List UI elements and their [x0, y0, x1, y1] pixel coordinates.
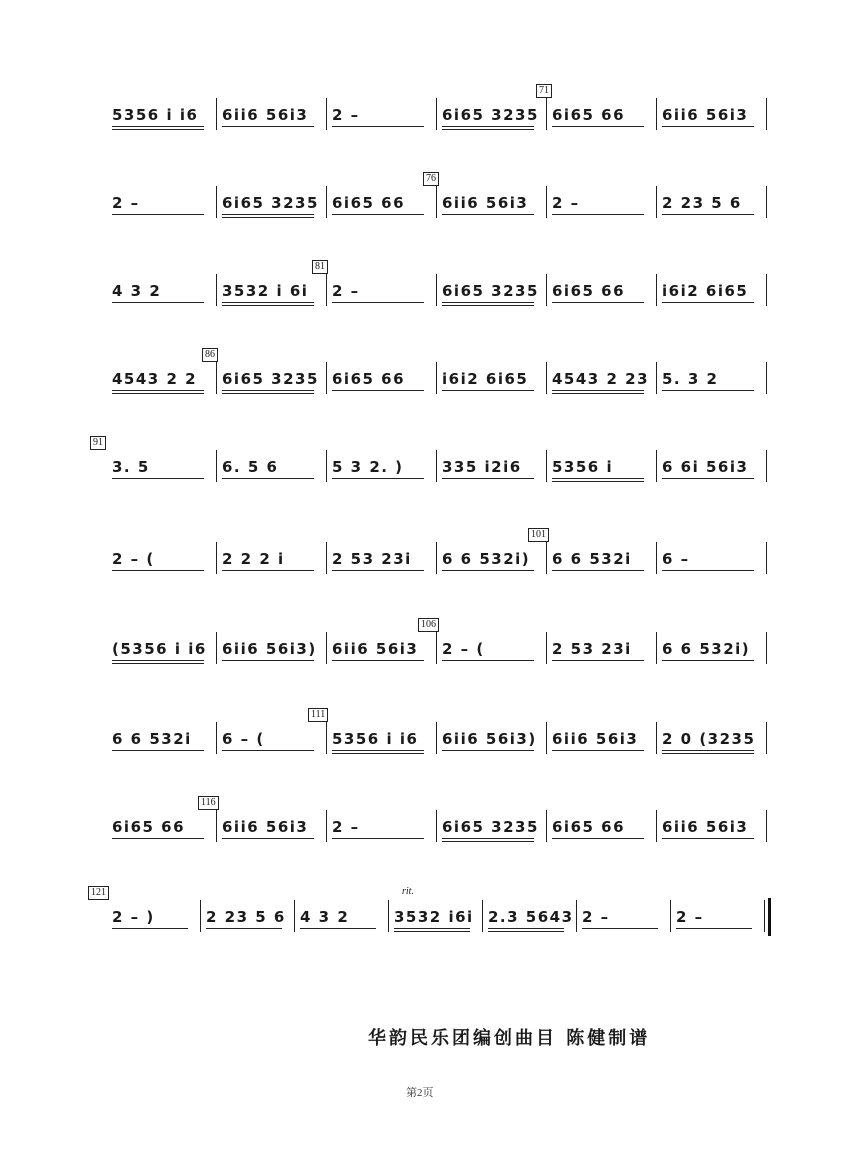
- staff-row: [108, 261, 768, 306]
- measure: 6i65 3235: [442, 100, 542, 130]
- barline: [216, 542, 217, 574]
- underline-eighth: [442, 570, 534, 571]
- barline: [766, 362, 767, 394]
- measure: 4 3 2: [300, 902, 384, 932]
- underline-eighth: [332, 478, 424, 479]
- measure: 6ii6 56i3: [662, 812, 762, 842]
- underline-eighth: [662, 390, 754, 391]
- measure: 6i65 66: [332, 364, 432, 394]
- measure: 6i65 3235: [222, 188, 322, 218]
- measure: 2 –: [332, 276, 432, 306]
- underline-eighth: [442, 838, 534, 839]
- measure: 2 –: [552, 188, 652, 218]
- measure: 2 23 5 6: [206, 902, 290, 932]
- underline-eighth: [442, 390, 534, 391]
- underline-sixteenth: [442, 129, 534, 130]
- barline: [436, 542, 437, 574]
- underline-eighth: [332, 302, 424, 303]
- barline: [436, 98, 437, 130]
- measure: 6i65 66: [112, 812, 212, 842]
- rehearsal-marker: 121: [88, 886, 109, 900]
- underline-eighth: [552, 126, 644, 127]
- barline: [436, 362, 437, 394]
- underline-eighth: [552, 390, 644, 391]
- measure: 3532 i 6i: [222, 276, 322, 306]
- underline-sixteenth: [112, 129, 204, 130]
- barline: [656, 274, 657, 306]
- measure: 6i65 3235: [442, 812, 542, 842]
- barline: [216, 810, 217, 842]
- barline: [216, 450, 217, 482]
- staff-row: [108, 709, 768, 754]
- underline-sixteenth: [442, 305, 534, 306]
- measure: 2 –: [332, 100, 432, 130]
- underline-sixteenth: [552, 393, 644, 394]
- underline-eighth: [552, 478, 644, 479]
- measure: 6i65 3235: [442, 276, 542, 306]
- underline-eighth: [112, 838, 204, 839]
- underline-eighth: [222, 838, 314, 839]
- page-number: 第2页: [406, 1087, 434, 1099]
- barline: [656, 362, 657, 394]
- underline-sixteenth: [552, 481, 644, 482]
- barline: [766, 810, 767, 842]
- measure: 6i65 3235: [222, 364, 322, 394]
- barline: [546, 722, 547, 754]
- underline-eighth: [442, 750, 534, 751]
- measure: 6. 5 6: [222, 452, 322, 482]
- underline-eighth: [332, 838, 424, 839]
- barline: [766, 274, 767, 306]
- measure: 6ii6 56i3: [552, 724, 652, 754]
- underline-eighth: [552, 570, 644, 571]
- underline-eighth: [112, 660, 204, 661]
- underline-eighth: [552, 838, 644, 839]
- underline-eighth: [112, 126, 204, 127]
- staff-row: [91, 886, 768, 932]
- rehearsal-marker: 91: [90, 436, 106, 450]
- underline-eighth: [222, 214, 314, 215]
- measure: 2 –: [582, 902, 666, 932]
- underline-eighth: [442, 126, 534, 127]
- measure: 6ii6 56i3): [442, 724, 542, 754]
- underline-eighth: [488, 928, 564, 929]
- staff-row: [108, 619, 768, 664]
- ritardando-mark: rit.: [402, 886, 414, 897]
- measure: 3532 i6i: [394, 902, 478, 932]
- barline: [546, 450, 547, 482]
- barline: [436, 186, 437, 218]
- barline: [546, 362, 547, 394]
- final-barline: [768, 898, 771, 936]
- underline-eighth: [394, 928, 470, 929]
- barline: [216, 186, 217, 218]
- barline: [326, 722, 327, 754]
- underline-eighth: [662, 478, 754, 479]
- rehearsal-marker: 116: [198, 796, 219, 810]
- footer-credit: 华韵民乐团编创曲目 陈健制谱: [368, 1028, 651, 1049]
- barline: [326, 450, 327, 482]
- barline: [436, 722, 437, 754]
- measure: 6 6i 56i3: [662, 452, 762, 482]
- underline-eighth: [332, 214, 424, 215]
- rehearsal-marker: 101: [528, 528, 549, 542]
- measure: 6i65 66: [552, 276, 652, 306]
- barline: [216, 98, 217, 130]
- barline: [546, 274, 547, 306]
- rehearsal-marker: 111: [308, 708, 328, 722]
- barline: [388, 900, 389, 932]
- measure: 6 6 532i: [552, 544, 652, 574]
- underline-sixteenth: [488, 931, 564, 932]
- underline-eighth: [332, 660, 424, 661]
- underline-eighth: [552, 214, 644, 215]
- barline: [656, 542, 657, 574]
- underline-eighth: [662, 570, 754, 571]
- barline: [436, 810, 437, 842]
- staff-row: [108, 85, 768, 130]
- measure: 2 53 23i: [332, 544, 432, 574]
- underline-eighth: [112, 302, 204, 303]
- measure: 2 – ): [112, 902, 196, 932]
- barline: [216, 362, 217, 394]
- underline-eighth: [662, 750, 754, 751]
- measure: 4 3 2: [112, 276, 212, 306]
- barline: [766, 98, 767, 130]
- barline: [326, 810, 327, 842]
- measure: 2 0 (3235: [662, 724, 762, 754]
- measure: 6ii6 56i3: [222, 812, 322, 842]
- barline: [766, 450, 767, 482]
- underline-eighth: [552, 660, 644, 661]
- measure: 6ii6 56i3): [222, 634, 322, 664]
- underline-eighth: [222, 478, 314, 479]
- underline-eighth: [662, 214, 754, 215]
- measure: 5. 3 2: [662, 364, 762, 394]
- barline: [216, 632, 217, 664]
- underline-sixteenth: [222, 393, 314, 394]
- underline-eighth: [112, 390, 204, 391]
- underline-eighth: [552, 750, 644, 751]
- barline: [326, 98, 327, 130]
- barline: [326, 542, 327, 574]
- staff-row: [108, 529, 768, 574]
- measure: 2 53 23i: [552, 634, 652, 664]
- measure: 2 – (: [442, 634, 542, 664]
- underline-eighth: [332, 570, 424, 571]
- barline: [766, 542, 767, 574]
- underline-eighth: [222, 750, 314, 751]
- measure: 6 – (: [222, 724, 322, 754]
- barline: [200, 900, 201, 932]
- measure: 6 6 532i: [112, 724, 212, 754]
- underline-sixteenth: [394, 931, 470, 932]
- rehearsal-marker: 81: [312, 260, 328, 274]
- barline: [436, 632, 437, 664]
- underline-eighth: [222, 390, 314, 391]
- measure: 6i65 66: [332, 188, 432, 218]
- underline-eighth: [662, 838, 754, 839]
- barline: [546, 542, 547, 574]
- underline-eighth: [662, 126, 754, 127]
- staff-row: [108, 349, 768, 394]
- underline-sixteenth: [222, 305, 314, 306]
- underline-eighth: [300, 928, 376, 929]
- underline-eighth: [662, 660, 754, 661]
- underline-eighth: [112, 570, 204, 571]
- underline-sixteenth: [662, 753, 754, 754]
- measure: 6ii6 56i3: [442, 188, 542, 218]
- measure: 6 6 532i): [662, 634, 762, 664]
- staff-row: [108, 173, 768, 218]
- barline: [436, 450, 437, 482]
- measure: 6 6 532i): [442, 544, 542, 574]
- measure: 2 23 5 6: [662, 188, 762, 218]
- measure: 6ii6 56i3: [332, 634, 432, 664]
- measure: 335 i2i6: [442, 452, 542, 482]
- measure: 2 –: [112, 188, 212, 218]
- barline: [216, 274, 217, 306]
- measure: i6i2 6i65: [662, 276, 762, 306]
- rehearsal-marker: 106: [418, 618, 439, 632]
- measure: 2 –: [676, 902, 760, 932]
- barline: [656, 186, 657, 218]
- underline-eighth: [442, 214, 534, 215]
- measure: 6i65 66: [552, 812, 652, 842]
- measure: 2 2 2 i: [222, 544, 322, 574]
- barline: [766, 186, 767, 218]
- measure: 6i65 66: [552, 100, 652, 130]
- staff-row: [108, 797, 768, 842]
- underline-eighth: [332, 126, 424, 127]
- barline: [294, 900, 295, 932]
- measure: 2 –: [332, 812, 432, 842]
- underline-sixteenth: [112, 663, 204, 664]
- barline: [766, 632, 767, 664]
- measure: 6 –: [662, 544, 762, 574]
- measure: 4543 2 2: [112, 364, 212, 394]
- measure: (5356 i i6: [112, 634, 212, 664]
- underline-eighth: [552, 302, 644, 303]
- underline-eighth: [332, 750, 424, 751]
- underline-eighth: [222, 660, 314, 661]
- underline-eighth: [442, 302, 534, 303]
- underline-eighth: [442, 478, 534, 479]
- barline: [326, 632, 327, 664]
- barline: [546, 810, 547, 842]
- underline-eighth: [112, 214, 204, 215]
- measure: 5356 i: [552, 452, 652, 482]
- barline: [576, 900, 577, 932]
- underline-eighth: [332, 390, 424, 391]
- barline: [326, 362, 327, 394]
- underline-eighth: [442, 660, 534, 661]
- measure: 6ii6 56i3: [222, 100, 322, 130]
- underline-eighth: [676, 928, 752, 929]
- underline-sixteenth: [112, 393, 204, 394]
- barline: [656, 98, 657, 130]
- measure: 5356 i i6: [112, 100, 212, 130]
- underline-sixteenth: [442, 841, 534, 842]
- barline: [326, 186, 327, 218]
- underline-eighth: [112, 750, 204, 751]
- underline-eighth: [222, 126, 314, 127]
- barline: [656, 722, 657, 754]
- rehearsal-marker: 71: [536, 84, 552, 98]
- barline: [764, 900, 765, 932]
- barline: [656, 810, 657, 842]
- measure: 6ii6 56i3: [662, 100, 762, 130]
- measure: 3. 5: [112, 452, 212, 482]
- staff-row: [93, 437, 768, 482]
- barline: [216, 722, 217, 754]
- measure: 2 – (: [112, 544, 212, 574]
- barline: [546, 98, 547, 130]
- barline: [670, 900, 671, 932]
- underline-sixteenth: [332, 753, 424, 754]
- rehearsal-marker: 76: [423, 172, 439, 186]
- barline: [326, 274, 327, 306]
- measure: 5 3 2. ): [332, 452, 432, 482]
- underline-eighth: [662, 302, 754, 303]
- barline: [546, 186, 547, 218]
- underline-eighth: [112, 928, 188, 929]
- barline: [656, 632, 657, 664]
- underline-eighth: [112, 478, 204, 479]
- underline-eighth: [222, 570, 314, 571]
- underline-eighth: [222, 302, 314, 303]
- barline: [436, 274, 437, 306]
- barline: [656, 450, 657, 482]
- rehearsal-marker: 86: [202, 348, 218, 362]
- underline-eighth: [206, 928, 282, 929]
- underline-eighth: [582, 928, 658, 929]
- barline: [482, 900, 483, 932]
- measure: 5356 i i6: [332, 724, 432, 754]
- measure: 4543 2 23: [552, 364, 652, 394]
- measure: 2.3 5643: [488, 902, 572, 932]
- barline: [546, 632, 547, 664]
- underline-sixteenth: [222, 217, 314, 218]
- measure: i6i2 6i65: [442, 364, 542, 394]
- barline: [766, 722, 767, 754]
